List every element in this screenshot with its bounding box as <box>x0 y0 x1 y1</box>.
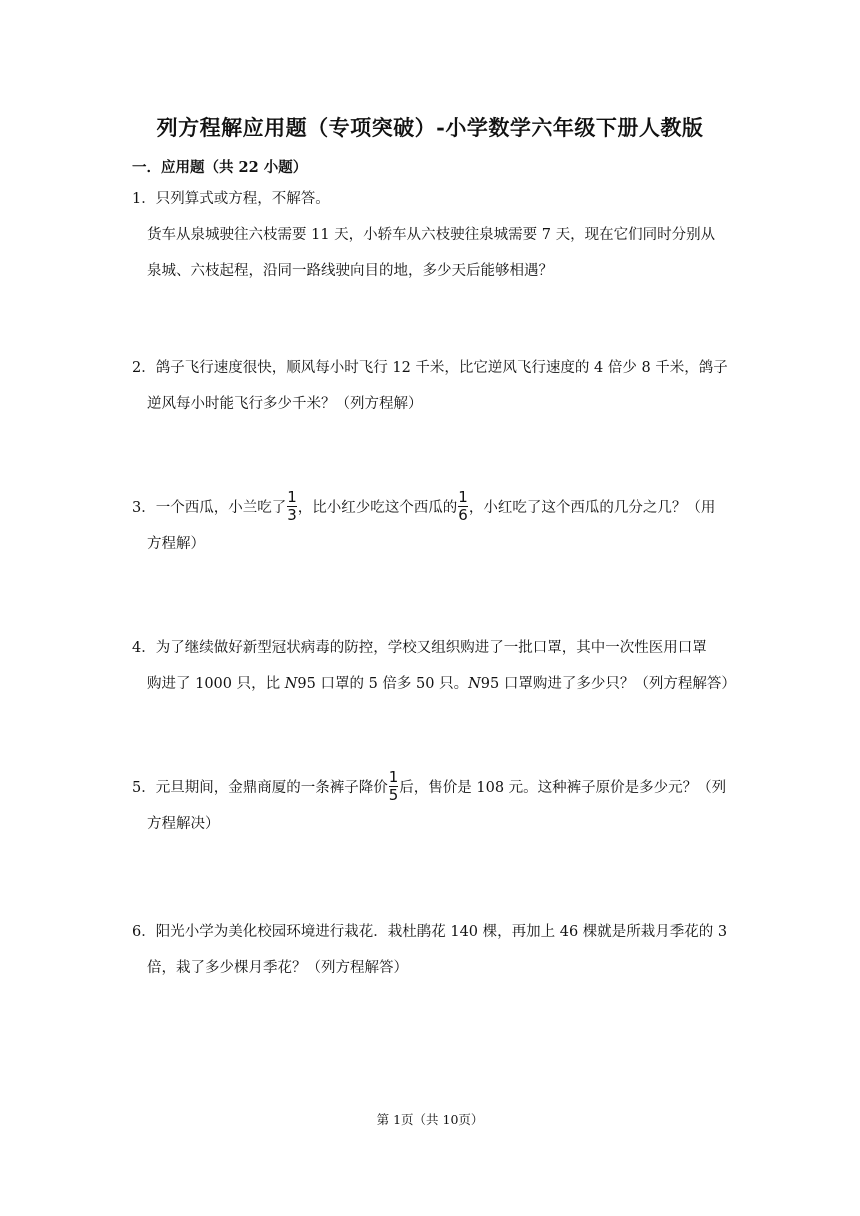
question-text: 方程解决） <box>147 816 220 832</box>
question-number: 3． <box>132 500 156 516</box>
question-text: 为了继续做好新型冠状病毒的防控，学校又组织购进了一批口罩，其中一次性医用口罩 <box>155 640 707 656</box>
numerator: 1 <box>458 487 468 506</box>
question-text: 泉城、六枝起程，沿同一路线驶向目的地，多少天后能够相遇？ <box>147 263 553 279</box>
text-run: 95 口罩的 5 倍多 50 只。 <box>297 676 469 692</box>
question-1 <box>132 181 732 289</box>
text-run: N <box>284 676 298 692</box>
question-text: 方程解） <box>147 536 205 552</box>
denominator: 3 <box>287 505 297 524</box>
question-text: 逆风每小时能飞行多少千米？（列方程解） <box>147 396 423 412</box>
denominator: 5 <box>388 785 399 804</box>
question-6 <box>132 914 732 986</box>
question-text: 倍，栽了多少棵月季花？（列方程解答） <box>147 960 408 976</box>
question-text: ，比小红少吃这个西瓜的 <box>297 500 458 516</box>
question-4 <box>132 630 736 702</box>
question-5 <box>132 767 732 842</box>
fraction <box>458 489 468 524</box>
numerator: 1 <box>388 767 399 786</box>
text-run: 购进了 1000 只，比 <box>147 676 285 692</box>
question-text <box>132 666 736 702</box>
question-number: 2． <box>132 360 156 376</box>
question-text: 阳光小学为美化校园环境进行栽花．栽杜鹃花 140 棵，再加上 46 棵就是所栽月季花的 3 <box>155 924 728 940</box>
fraction <box>389 769 399 804</box>
question-2 <box>132 350 732 422</box>
text-run: 95 口罩购进了多少只？（列方程解答） <box>480 676 736 692</box>
page-footer: 第 1页（共 10页） <box>376 1112 484 1127</box>
document-title: 列方程解应用题（专项突破）-小学数学六年级下册人教版 <box>156 115 704 140</box>
question-text: 货车从泉城驶往六枝需要 11 天，小轿车从六枝驶往泉城需要 7 天，现在它们同时分别从 <box>147 227 716 243</box>
question-text: 后，售价是 108 元。这种裤子原价是多少元？（列 <box>399 780 727 796</box>
question-3 <box>132 487 732 562</box>
question-number: 5． <box>132 780 156 796</box>
fraction <box>287 489 297 524</box>
question-text: ，小红吃了这个西瓜的几分之几？（用 <box>468 500 716 516</box>
question-number: 4． <box>132 640 156 656</box>
question-number: 1． <box>132 191 156 207</box>
question-number: 6． <box>132 924 156 940</box>
question-text: 一个西瓜，小兰吃了 <box>155 500 287 516</box>
question-text: 鸽子飞行速度很快，顺风每小时飞行 12 千米，比它逆风飞行速度的 4 倍少 8 千米，鸽子 <box>155 360 728 376</box>
question-text: 元旦期间，金鼎商厦的一条裤子降价 <box>155 780 388 796</box>
text-run: N <box>468 676 481 692</box>
section-heading: 一．应用题（共 22 小题） <box>132 159 308 176</box>
question-text: 只列算式或方程，不解答。 <box>155 191 330 207</box>
numerator: 1 <box>287 487 297 506</box>
denominator: 6 <box>458 505 468 524</box>
